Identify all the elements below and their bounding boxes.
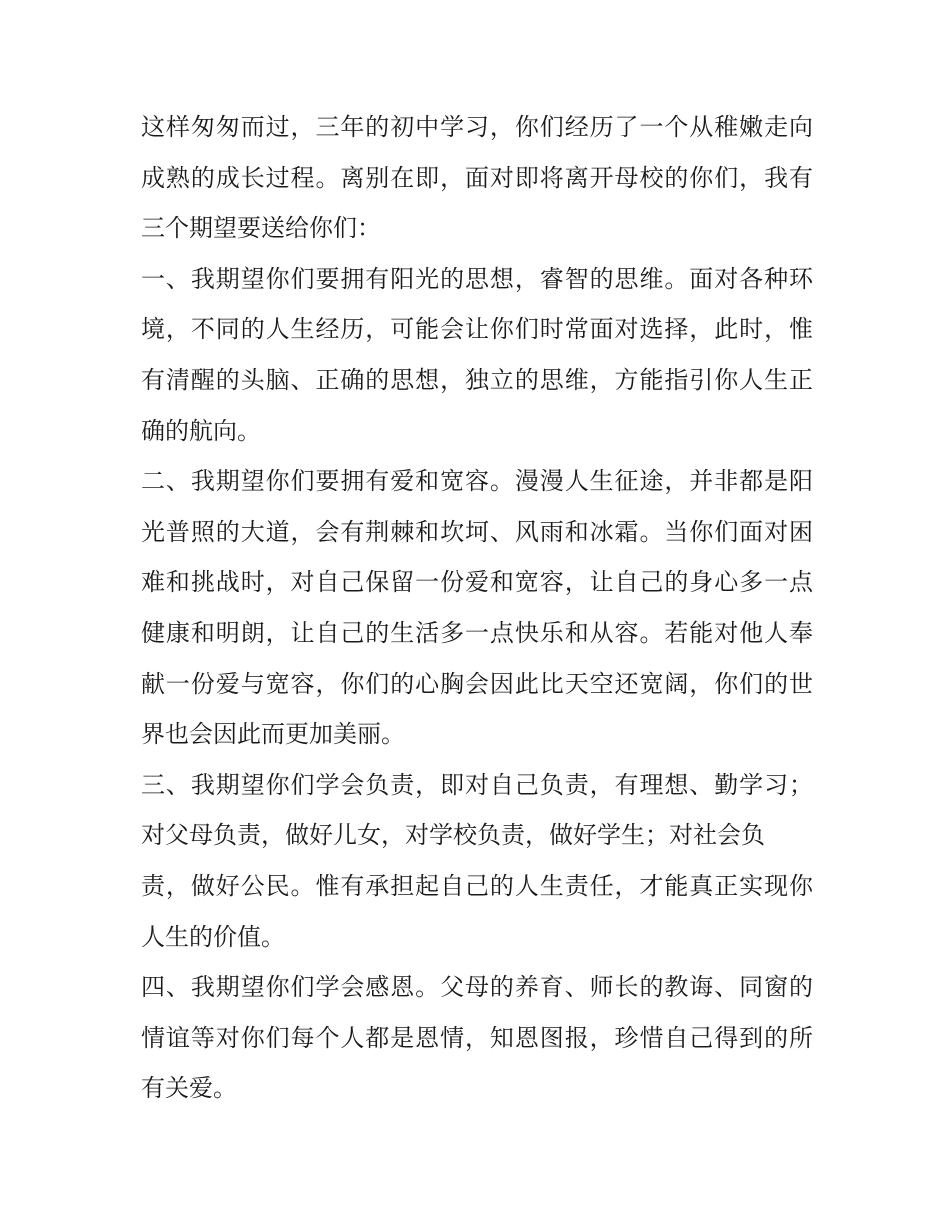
text-line: 责，做好公民。惟有承担起自己的人生责任，才能真正实现你 (141, 871, 813, 900)
text-line: 四、我期望你们学会感恩。父母的养育、师长的教诲、同窗的 (141, 973, 813, 1002)
paragraph-hope-4 (141, 962, 813, 1114)
text-line: 这样匆匆而过，三年的初中学习，你们经历了一个从稚嫩走向 (141, 113, 813, 141)
document-body (141, 102, 813, 1114)
text-line: 成熟的成长过程。离别在即，面对即将离开母校的你们，我有 (141, 163, 813, 192)
text-line: 献一份爱与宽容，你们的心胸会因此比天空还宽阔，你们的世 (141, 669, 813, 698)
text-line: 对父母负责，做好儿女，对学校负责，做好学生；对社会负 (141, 821, 765, 850)
text-line: 有关爱。 (141, 1074, 237, 1103)
text-line: 确的航向。 (141, 416, 261, 445)
text-line: 二、我期望你们要拥有爱和宽容。漫漫人生征途，并非都是阳 (141, 467, 813, 496)
text-line: 界也会因此而更加美丽。 (141, 720, 405, 749)
text-line: 境，不同的人生经历，可能会让你们时常面对选择，此时，惟 (141, 315, 813, 344)
paragraph-hope-3 (141, 760, 813, 962)
text-line: 健康和明朗，让自己的生活多一点快乐和从容。若能对他人奉 (141, 618, 813, 647)
text-line: 一、我期望你们要拥有阳光的思想，睿智的思维。面对各种环 (141, 264, 813, 293)
paragraph-hope-2 (141, 456, 813, 760)
text-line: 人生的价值。 (141, 922, 285, 951)
text-line: 有清醒的头脑、正确的思想，独立的思维，方能指引你人生正 (141, 365, 813, 394)
paragraph-intro (141, 102, 813, 254)
text-line: 情谊等对你们每个人都是恩情，知恩图报，珍惜自己得到的所 (141, 1023, 813, 1052)
text-line: 光普照的大道，会有荆棘和坎坷、风雨和冰霜。当你们面对困 (141, 517, 813, 546)
paragraph-hope-1 (141, 254, 813, 456)
text-line: 三个期望要送给你们： (141, 214, 381, 243)
text-line: 三、我期望你们学会负责，即对自己负责，有理想、勤学习； (141, 770, 813, 799)
text-line: 难和挑战时，对自己保留一份爱和宽容，让自己的身心多一点 (141, 568, 813, 597)
